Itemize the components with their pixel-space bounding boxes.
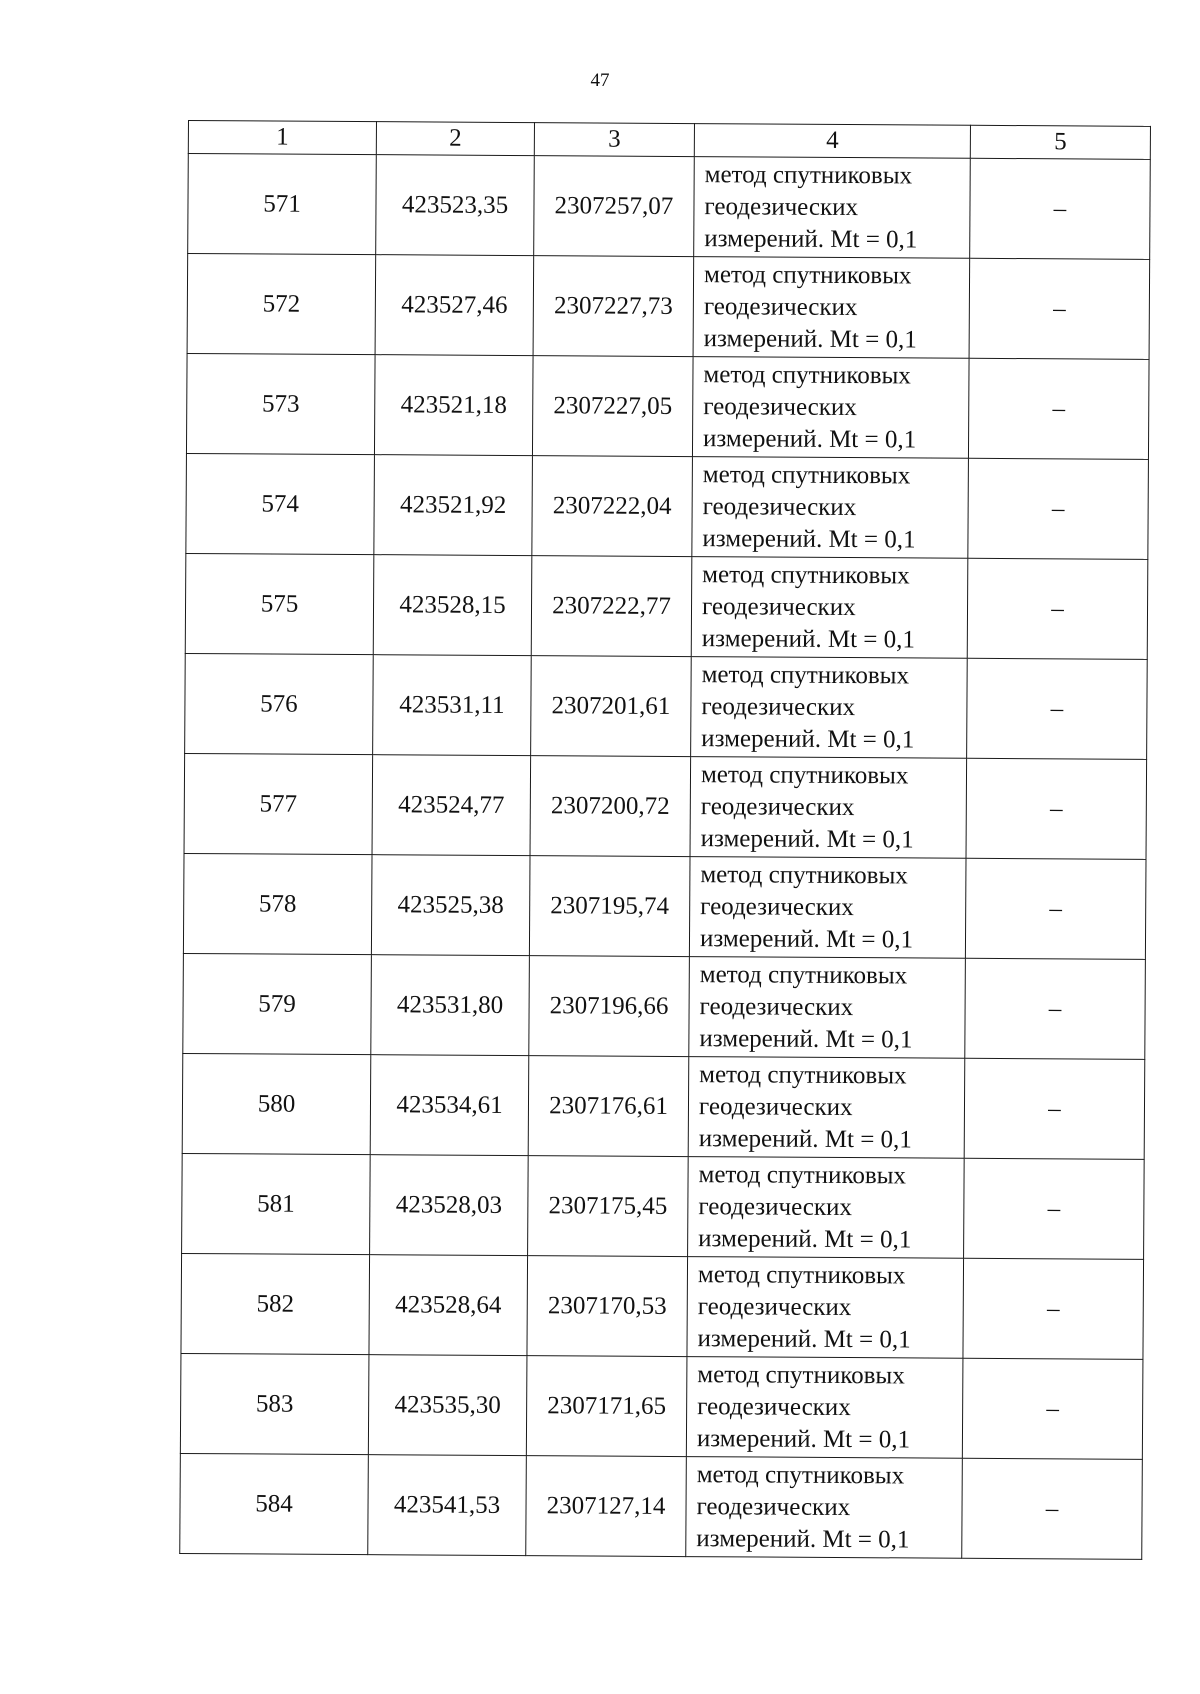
header-col-5: 5 <box>970 125 1150 159</box>
point-number-cell: 574 <box>186 453 375 554</box>
x-coordinate-cell: 423531,11 <box>373 655 532 756</box>
method-line: геодезических <box>701 592 856 621</box>
method-line: метод спутниковых <box>703 360 911 389</box>
method-line: измерений. Mt = 0,1 <box>697 1324 911 1353</box>
y-coordinate-cell: 2307175,45 <box>528 1156 689 1257</box>
header-col-2: 2 <box>376 122 534 156</box>
method-line: геодезических <box>698 1092 853 1121</box>
point-number-cell: 583 <box>180 1353 369 1454</box>
column-5-cell: – <box>964 1158 1145 1259</box>
y-coordinate-cell: 2307200,72 <box>530 756 691 857</box>
point-number-cell: 577 <box>184 753 373 854</box>
method-line: метод спутниковых <box>696 1460 905 1489</box>
x-coordinate-cell: 423521,92 <box>374 455 533 556</box>
y-coordinate-cell: 2307127,14 <box>526 1456 687 1557</box>
method-cell <box>688 1157 965 1259</box>
y-coordinate-cell: 2307176,61 <box>528 1056 689 1157</box>
method-line: измерений. Mt = 0,1 <box>702 524 916 553</box>
method-line: измерений. Mt = 0,1 <box>696 1524 910 1553</box>
method-cell <box>689 957 966 1059</box>
y-coordinate-cell: 2307196,66 <box>529 956 690 1057</box>
method-line: геодезических <box>704 192 859 221</box>
table-row <box>186 353 1149 459</box>
table-row <box>183 953 1146 1059</box>
method-line: геодезических <box>701 692 856 721</box>
method-cell <box>694 157 971 259</box>
method-line: метод спутниковых <box>699 960 908 989</box>
x-coordinate-cell: 423531,80 <box>371 955 530 1056</box>
table-row <box>183 853 1146 959</box>
method-line: измерений. Mt = 0,1 <box>696 1424 911 1453</box>
y-coordinate-cell: 2307201,61 <box>531 656 692 757</box>
method-line: метод спутниковых <box>702 460 911 489</box>
x-coordinate-cell: 423528,15 <box>373 555 532 656</box>
table-row <box>188 154 1151 260</box>
method-cell <box>686 1457 963 1559</box>
point-number-cell: 573 <box>186 353 375 454</box>
method-cell <box>693 257 970 359</box>
method-line: геодезических <box>702 492 857 521</box>
point-number-cell: 580 <box>182 1053 371 1154</box>
table-row <box>185 653 1148 759</box>
x-coordinate-cell: 423528,03 <box>370 1155 529 1256</box>
y-coordinate-cell: 2307227,73 <box>533 256 694 357</box>
column-5-cell: – <box>968 358 1149 459</box>
x-coordinate-cell: 423523,35 <box>376 155 535 256</box>
method-line: измерений. Mt = 0,1 <box>700 824 914 853</box>
header-col-4: 4 <box>694 124 970 159</box>
point-number-cell: 584 <box>180 1453 369 1554</box>
table-row <box>180 1453 1143 1559</box>
method-line: геодезических <box>697 1292 852 1321</box>
y-coordinate-cell: 2307171,65 <box>526 1356 687 1457</box>
table-row <box>186 453 1149 559</box>
page-number: 47 <box>590 70 610 91</box>
column-5-cell: – <box>969 258 1150 359</box>
method-line: метод спутниковых <box>701 660 910 689</box>
method-line: метод спутниковых <box>700 760 909 789</box>
method-line: метод спутниковых <box>704 160 913 189</box>
x-coordinate-cell: 423527,46 <box>375 255 534 356</box>
y-coordinate-cell: 2307227,05 <box>532 356 693 457</box>
header-col-1: 1 <box>188 121 376 155</box>
method-line: измерений. Mt = 0,1 <box>703 324 917 353</box>
method-cell <box>691 557 968 659</box>
method-line: метод спутниковых <box>697 1360 905 1389</box>
column-5-cell: – <box>965 958 1146 1059</box>
method-cell <box>687 1257 964 1359</box>
table-row <box>181 1253 1144 1359</box>
method-line: метод спутниковых <box>702 560 910 589</box>
column-5-cell: – <box>964 1058 1145 1159</box>
x-coordinate-cell: 423524,77 <box>372 755 531 856</box>
method-line: измерений. Mt = 0,1 <box>698 1124 912 1153</box>
column-5-cell: – <box>968 458 1149 559</box>
method-cell <box>691 657 968 759</box>
table-body <box>180 154 1151 1560</box>
method-line: метод спутниковых <box>699 1060 907 1089</box>
column-5-cell: – <box>962 1458 1143 1559</box>
point-number-cell: 579 <box>183 953 372 1054</box>
method-line: измерений. Mt = 0,1 <box>699 1024 913 1053</box>
x-coordinate-cell: 423521,18 <box>374 355 533 456</box>
point-number-cell: 572 <box>187 254 376 355</box>
point-number-cell: 575 <box>185 553 374 654</box>
method-cell <box>689 857 966 959</box>
method-cell <box>686 1357 963 1459</box>
point-number-cell: 581 <box>182 1153 371 1254</box>
method-cell <box>688 1057 965 1159</box>
x-coordinate-cell: 423541,53 <box>368 1455 527 1556</box>
coordinates-table <box>179 120 1151 1560</box>
y-coordinate-cell: 2307195,74 <box>529 856 690 957</box>
method-line: измерений. Mt = 0,1 <box>701 624 916 653</box>
column-5-cell: – <box>962 1358 1143 1459</box>
method-line: метод спутниковых <box>698 1160 907 1189</box>
header-col-3: 3 <box>534 123 694 157</box>
method-line: измерений. Mt = 0,1 <box>704 224 918 253</box>
table-row <box>185 553 1148 659</box>
method-line: измерений. Mt = 0,1 <box>699 924 914 953</box>
method-line: геодезических <box>703 392 857 421</box>
y-coordinate-cell: 2307222,77 <box>531 556 692 657</box>
column-5-cell: – <box>967 658 1148 759</box>
method-line: геодезических <box>700 892 854 921</box>
point-number-cell: 582 <box>181 1253 370 1354</box>
method-line: метод спутниковых <box>700 860 908 889</box>
point-number-cell: 578 <box>183 853 372 954</box>
method-line: геодезических <box>700 792 855 821</box>
method-line: измерений. Mt = 0,1 <box>702 424 917 453</box>
table-row <box>180 1353 1143 1459</box>
point-number-cell: 576 <box>185 653 374 754</box>
column-5-cell: – <box>965 858 1146 959</box>
column-5-cell: – <box>963 1258 1144 1359</box>
table-row <box>187 254 1150 360</box>
x-coordinate-cell: 423534,61 <box>370 1055 529 1156</box>
column-5-cell: – <box>966 758 1147 859</box>
method-line: измерений. Mt = 0,1 <box>698 1224 912 1253</box>
x-coordinate-cell: 423525,38 <box>371 855 530 956</box>
column-5-cell: – <box>967 558 1148 659</box>
method-line: геодезических <box>698 1192 853 1221</box>
y-coordinate-cell: 2307170,53 <box>527 1256 688 1357</box>
method-line: метод спутниковых <box>697 1260 906 1289</box>
x-coordinate-cell: 423535,30 <box>368 1355 527 1456</box>
table-row <box>182 1053 1145 1159</box>
point-number-cell: 571 <box>188 154 377 255</box>
method-cell <box>692 357 969 459</box>
method-line: метод спутниковых <box>703 260 912 289</box>
method-line: геодезических <box>696 1492 851 1521</box>
method-cell <box>690 757 967 859</box>
method-line: геодезических <box>699 992 854 1021</box>
method-line: измерений. Mt = 0,1 <box>701 724 915 753</box>
table-row <box>182 1153 1145 1259</box>
y-coordinate-cell: 2307257,07 <box>534 156 695 257</box>
column-5-cell: – <box>970 158 1151 259</box>
table-row <box>184 753 1147 859</box>
method-line: геодезических <box>703 292 858 321</box>
x-coordinate-cell: 423528,64 <box>369 1255 528 1356</box>
method-line: геодезических <box>697 1392 851 1421</box>
y-coordinate-cell: 2307222,04 <box>532 456 693 557</box>
method-cell <box>692 457 969 559</box>
